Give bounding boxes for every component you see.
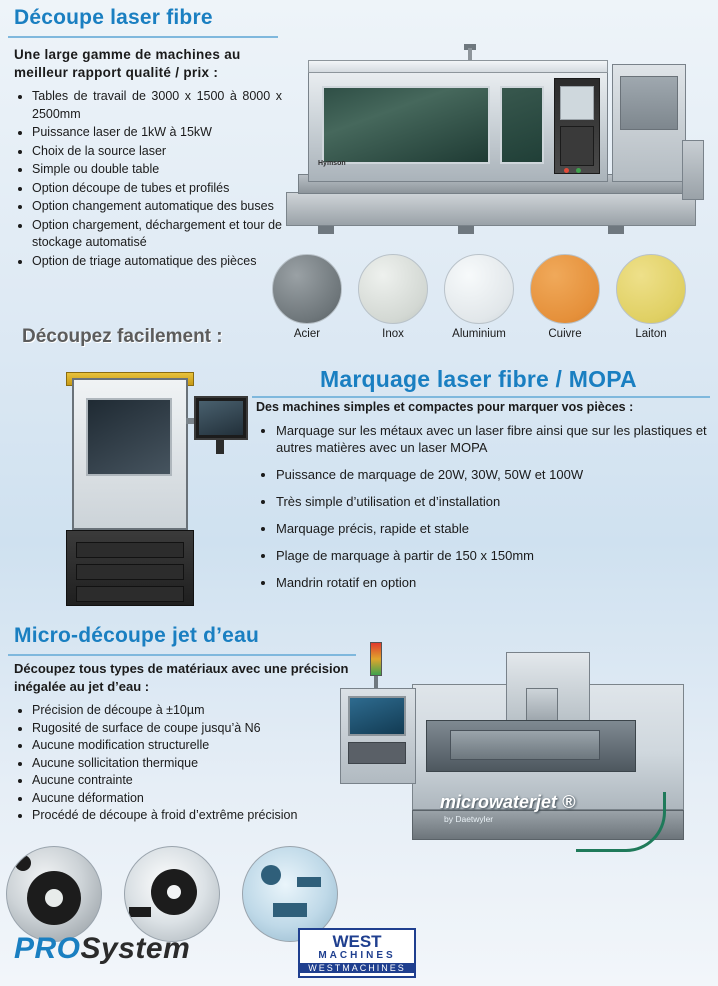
company-logo bbox=[14, 932, 190, 966]
list-item: • Aucune modification structurelle bbox=[32, 737, 362, 755]
partner-logo-line2: MACHINES bbox=[318, 950, 396, 961]
list-item: • Précision de découpe à ±10µm bbox=[32, 702, 362, 720]
section-waterjet-rule bbox=[8, 654, 356, 656]
material-label: Cuivre bbox=[548, 328, 582, 340]
waterjet-machine-image bbox=[330, 642, 710, 862]
material-label: Laiton bbox=[635, 328, 667, 340]
list-item: • Marquage précis, rapide et stable bbox=[276, 520, 708, 537]
sample-photo-2 bbox=[124, 846, 220, 942]
list-item: • Option chargement, déchargement et tour de stockage automatisé bbox=[32, 217, 282, 252]
material-label: Acier bbox=[293, 328, 321, 340]
list-item: • Rugosité de surface de coupe jusqu’à N6 bbox=[32, 720, 362, 738]
section-waterjet-bullets bbox=[14, 702, 362, 825]
partner-logo-line1: WEST bbox=[332, 932, 382, 951]
section-laser-rule bbox=[8, 36, 278, 38]
laser-marking-machine-image bbox=[36, 372, 246, 612]
list-item: • Aucune contrainte bbox=[32, 772, 362, 790]
waterjet-brand: microwaterjet ® bbox=[440, 792, 576, 812]
material-aluminium bbox=[444, 254, 514, 340]
material-acier bbox=[272, 254, 342, 340]
list-item: • Option découpe de tubes et profilés bbox=[32, 180, 282, 198]
section-marking-intro: Des machines simples et compactes pour marquer vos pièces : bbox=[256, 400, 634, 414]
machine-logo: Hymson bbox=[318, 160, 346, 167]
section-laser-bullets bbox=[14, 88, 282, 271]
partner-logo-west-machines bbox=[298, 928, 416, 978]
list-item: • Option changement automatique des buses bbox=[32, 198, 282, 216]
company-logo-part2: System bbox=[80, 932, 191, 965]
list-item: • Puissance laser de 1kW à 15kW bbox=[32, 124, 282, 142]
section-laser-title: Découpe laser fibre bbox=[14, 6, 213, 29]
material-inox bbox=[358, 254, 428, 340]
waterjet-brand-sub: by Daetwyler bbox=[444, 814, 494, 824]
section-marking-title: Marquage laser fibre / MOPA bbox=[320, 366, 637, 392]
material-laiton bbox=[616, 254, 686, 340]
material-cuivre bbox=[530, 254, 600, 340]
section-waterjet-intro: Découpez tous types de matériaux avec une précision inégalée au jet d’eau : bbox=[14, 661, 349, 694]
material-swatches bbox=[272, 254, 712, 350]
sample-parts-photos bbox=[6, 846, 346, 946]
list-item: • Aucune sollicitation thermique bbox=[32, 755, 362, 773]
list-item: • Mandrin rotatif en option bbox=[276, 574, 708, 591]
list-item: • Plage de marquage à partir de 150 x 150mm bbox=[276, 547, 708, 564]
material-label: Aluminium bbox=[452, 328, 506, 340]
section-marking-rule bbox=[252, 396, 710, 398]
list-item: • Simple ou double table bbox=[32, 161, 282, 179]
partner-logo-line3: WESTMACHINES bbox=[300, 963, 414, 973]
section-laser-intro: Une large gamme de machines au meilleur rapport qualité / prix : bbox=[14, 47, 241, 80]
laser-cutting-machine-image bbox=[278, 42, 710, 252]
list-item: • Choix de la source laser bbox=[32, 143, 282, 161]
company-logo-part1: PRO bbox=[14, 932, 81, 965]
section-laser-cutting bbox=[0, 0, 718, 352]
section-laser-marking bbox=[0, 360, 718, 622]
list-item: • Très simple d’utilisation et d’installation bbox=[276, 493, 708, 510]
list-item: • Procédé de découpe à froid d’extrême précision bbox=[32, 807, 362, 825]
material-label: Inox bbox=[382, 328, 404, 340]
sample-photo-1 bbox=[6, 846, 102, 942]
list-item: • Aucune déformation bbox=[32, 790, 362, 808]
materials-heading: Découpez facilement : bbox=[22, 326, 223, 347]
list-item: • Option de triage automatique des pièces bbox=[32, 253, 282, 271]
section-waterjet-title: Micro-découpe jet d’eau bbox=[14, 624, 259, 647]
list-item: • Puissance de marquage de 20W, 30W, 50W et 100W bbox=[276, 466, 708, 483]
section-marking-bullets bbox=[256, 422, 708, 601]
list-item: • Tables de travail de 3000 x 1500 à 8000 x 2500mm bbox=[32, 88, 282, 123]
list-item: • Marquage sur les métaux avec un laser fibre ainsi que sur les plastiques et autres matières avec un laser MOPA bbox=[276, 422, 708, 456]
